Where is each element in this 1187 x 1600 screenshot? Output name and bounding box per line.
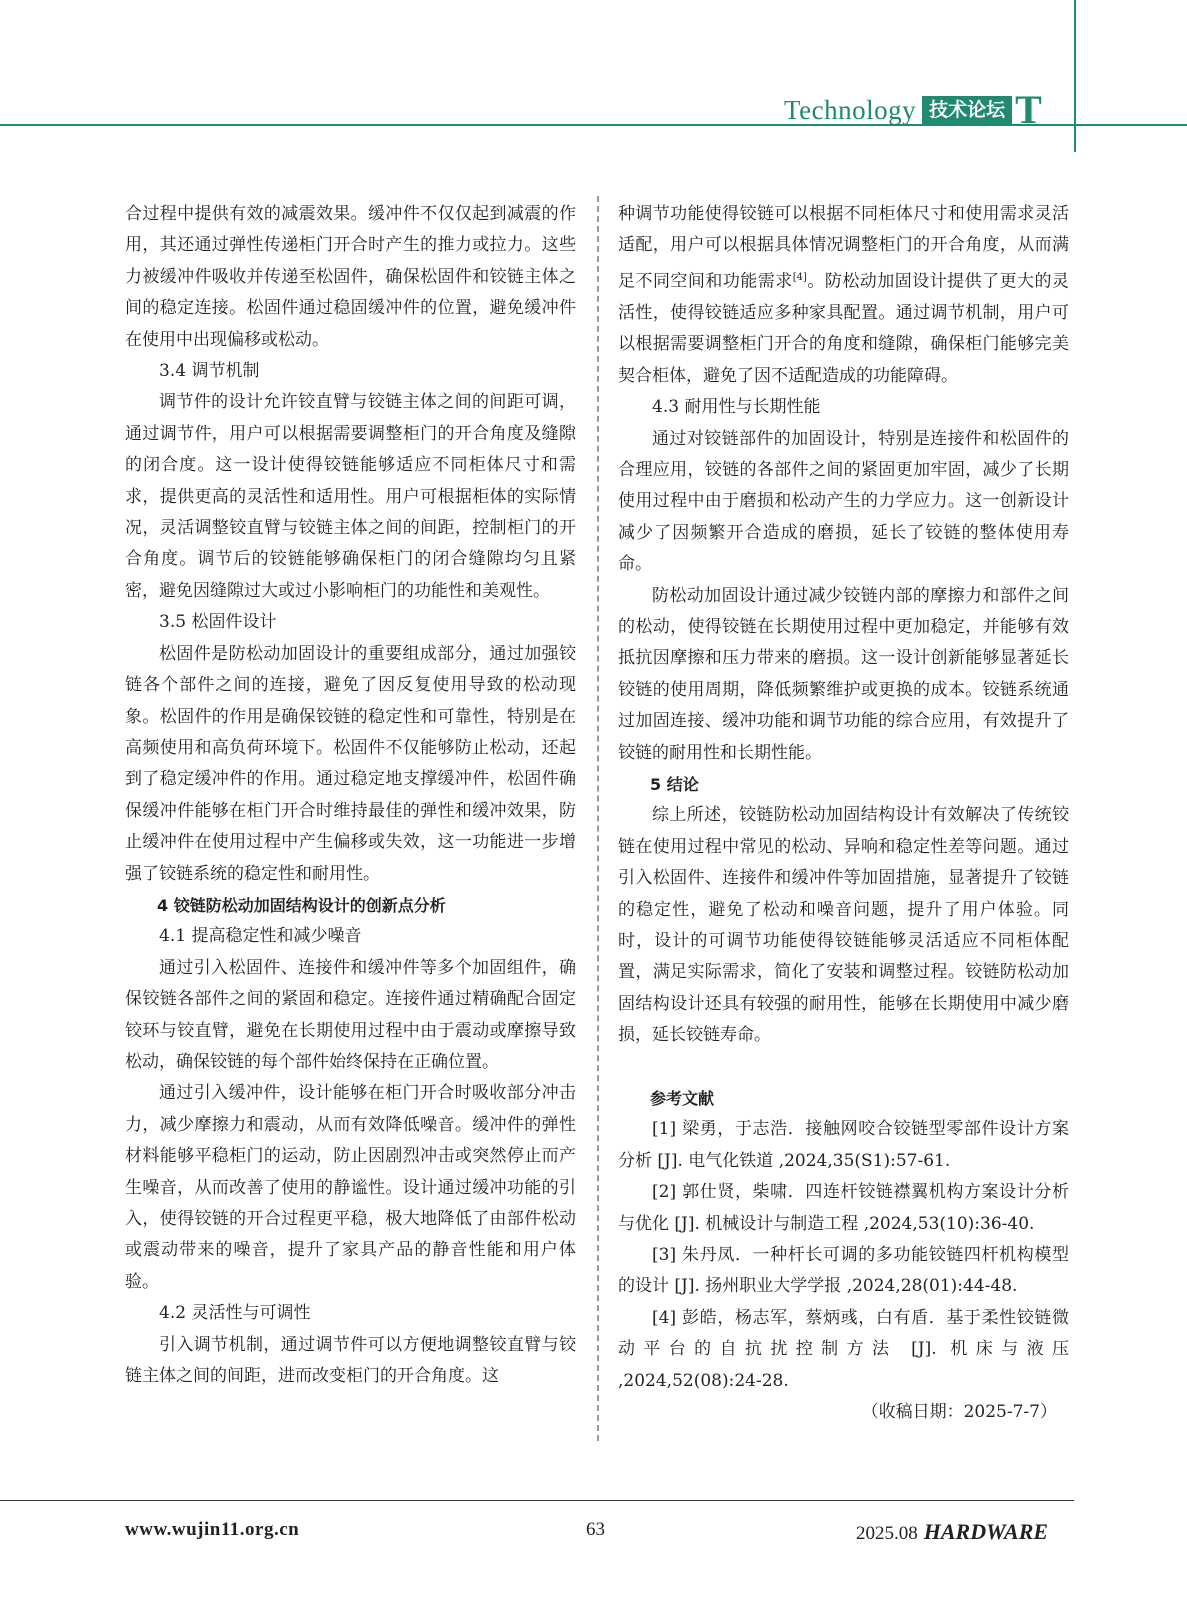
header-chinese: 技术论坛 [922, 96, 1012, 124]
section-heading: 3.4 调节机制 [159, 361, 260, 382]
paragraph: 通过对铰链部件的加固设计，特别是连接件和松固件的合理应用，铰链的各部件之间的紧固更加牢固，减少了长期使用过程中由于磨损和松动产生的力学应力。这一创新设计减少了因频繁开合造成的磨损，延长了铰链的整体使用寿命。 [618, 428, 1069, 575]
footer-rule [0, 1500, 1074, 1501]
reference-item: [3] 朱丹凤．一种杆长可调的多功能铰链四杆机构模型的设计 [J]. 扬州职业大学学报 ,2024,28(01):44-48. [618, 1245, 1069, 1297]
footer-issue [856, 1519, 1048, 1545]
paragraph: 合过程中提供有效的减震效果。缓冲件不仅仅起到减震的作用，其还通过弹性传递柜门开合时产生的推力或拉力。这些力被缓冲件吸收并传递至松固件，确保松固件和铰链主体之间的稳定连接。松固件通过稳固缓冲件的位置，避免缓冲件在使用中出现偏移或松动。 [125, 204, 576, 350]
section-heading: 3.5 松固件设计 [159, 612, 277, 633]
reference-item: [1] 梁勇，于志浩．接触网咬合铰链型零部件设计方案分析 [J]. 电气化铁道 ,2024,35(S1):57-61. [618, 1119, 1069, 1171]
left-column [125, 199, 576, 1392]
citation: [4] [792, 271, 807, 283]
received-date: （收稿日期：2025-7-7） [861, 1402, 1057, 1423]
paragraph: 防松动加固设计通过减少铰链内部的摩擦力和部件之间的松动，使得铰链在长期使用过程中更加稳定，并能够有效抵抗因摩擦和压力带来的磨损。这一设计创新能够显著延长铰链的使用周期，降低频繁维护或更换的成本。铰链系统通过加固连接、缓冲功能和调节功能的综合应用，有效提升了铰链的耐用性和长期性能。 [618, 585, 1069, 763]
right-column [618, 199, 1069, 1428]
paragraph: 综上所述，铰链防松动加固结构设计有效解决了传统铰链在使用过程中常见的松动、异响和稳定性差等问题。通过引入松固件、连接件和缓冲件等加固措施，显著提升了铰链的稳定性，避免了松动和噪音问题，提升了用户体验。同时，设计的可调节功能使得铰链能够灵活适应不同柜体配置，满足实际需求，简化了安装和调整过程。铰链防松动加固结构设计还具有较强的耐用性，能够在长期使用中减少磨损，延长铰链寿命。 [618, 805, 1069, 1046]
section-heading: 4.3 耐用性与长期性能 [652, 397, 821, 418]
magazine-name: HARDWARE [923, 1519, 1049, 1544]
header-vertical-rule [1074, 0, 1076, 152]
paragraph: 通过引入缓冲件，设计能够在柜门开合时吸收部分冲击力，减少摩擦力和震动，从而有效降低噪音。缓冲件的弹性材料能够平稳柜门的运动，防止因剧烈冲击或突然停止而产生噪音，从而改善了使用的静谧性。设计通过缓冲功能的引入，使得铰链的开合过程更平稳，极大地降低了由部件松动或震动带来的噪音，提升了家具产品的静音性能和用户体验。 [125, 1083, 576, 1292]
chapter-heading: 4 铰链防松动加固结构设计的创新点分析 [157, 895, 446, 915]
reference-item: [2] 郭仕贤，柴啸．四连杆铰链襟翼机构方案设计分析与优化 [J]. 机械设计与制造工程 ,2024,53(10):36-40. [618, 1182, 1069, 1234]
column-divider [597, 196, 599, 1441]
section-heading: 4.2 灵活性与可调性 [159, 1303, 311, 1324]
references-heading: 参考文献 [650, 1089, 715, 1109]
paragraph: 引入调节机制，通过调节件可以方便地调整铰直臂与铰链主体之间的间距，进而改变柜门的开合角度。这 [125, 1334, 576, 1387]
paragraph: 松固件是防松动加固设计的重要组成部分，通过加强铰链各个部件之间的连接，避免了因反复使用导致的松动现象。松固件的作用是确保铰链的稳定性和可靠性，特别是在高频使用和高负荷环境下。松固件不仅能够防止松动，还起到了稳定缓冲件的作用。通过稳定地支撑缓冲件，松固件确保缓冲件能够在柜门开合时维持最佳的弹性和缓冲效果，防止缓冲件在使用过程中产生偏移或失效，这一功能进一步增强了铰链系统的稳定性和耐用性。 [125, 643, 576, 884]
section-heading: 4.1 提高稳定性和减少噪音 [159, 926, 362, 947]
section-header [784, 87, 1042, 132]
reference-item: [4] 彭皓，杨志军，蔡炳彧，白有盾．基于柔性铰链微动平台的自抗扰控制方法 [J]. 机床与液压 ,2024,52(08):24-28. [618, 1307, 1069, 1391]
paragraph: 通过引入松固件、连接件和缓冲件等多个加固组件，确保铰链各部件之间的紧固和稳定。连接件通过精确配合固定铰环与铰直臂，避免在长期使用过程中由于震动或摩擦导致松动，确保铰链的每个部件始终保持在正确位置。 [125, 957, 576, 1072]
chapter-heading: 5 结论 [650, 774, 699, 794]
issue-number: 2025.08 [856, 1523, 918, 1544]
paragraph: 调节件的设计允许铰直臂与铰链主体之间的间距可调，通过调节件，用户可以根据需要调整柜门的开合角度及缝隙的闭合度。这一设计使得铰链能够适应不同柜体尺寸和需求，提供更高的灵活性和适用性。用户可根据柜体的实际情况，灵活调整铰直臂与铰链主体之间的间距，控制柜门的开合角度。调节后的铰链能够确保柜门的闭合缝隙均匀且紧密，避免因缝隙过大或过小影响柜门的功能性和美观性。 [125, 392, 576, 601]
spacer [618, 1052, 1069, 1083]
paragraph [618, 199, 1069, 392]
paragraph-text: 种调节功能使得铰链可以根据不同柜体尺寸和使用需求灵活适配，用户可以根据具体情况调整柜门的开合角度，从而满足不同空间和功能需求 [618, 204, 1069, 292]
paragraph-text: 。防松动加固设计提供了更大的灵活性，使得铰链适应多种家具配置。通过调节机制，用户可以根据需要调整柜门开合的角度和缝隙，确保柜门能够完美契合柜体，避免了因不适配造成的功能障碍。 [618, 271, 1070, 386]
header-letter: T [1015, 87, 1042, 132]
page-number: 63 [586, 1519, 605, 1540]
footer-url: www.wujin11.org.cn [125, 1519, 300, 1540]
header-english: Technology [784, 94, 917, 125]
